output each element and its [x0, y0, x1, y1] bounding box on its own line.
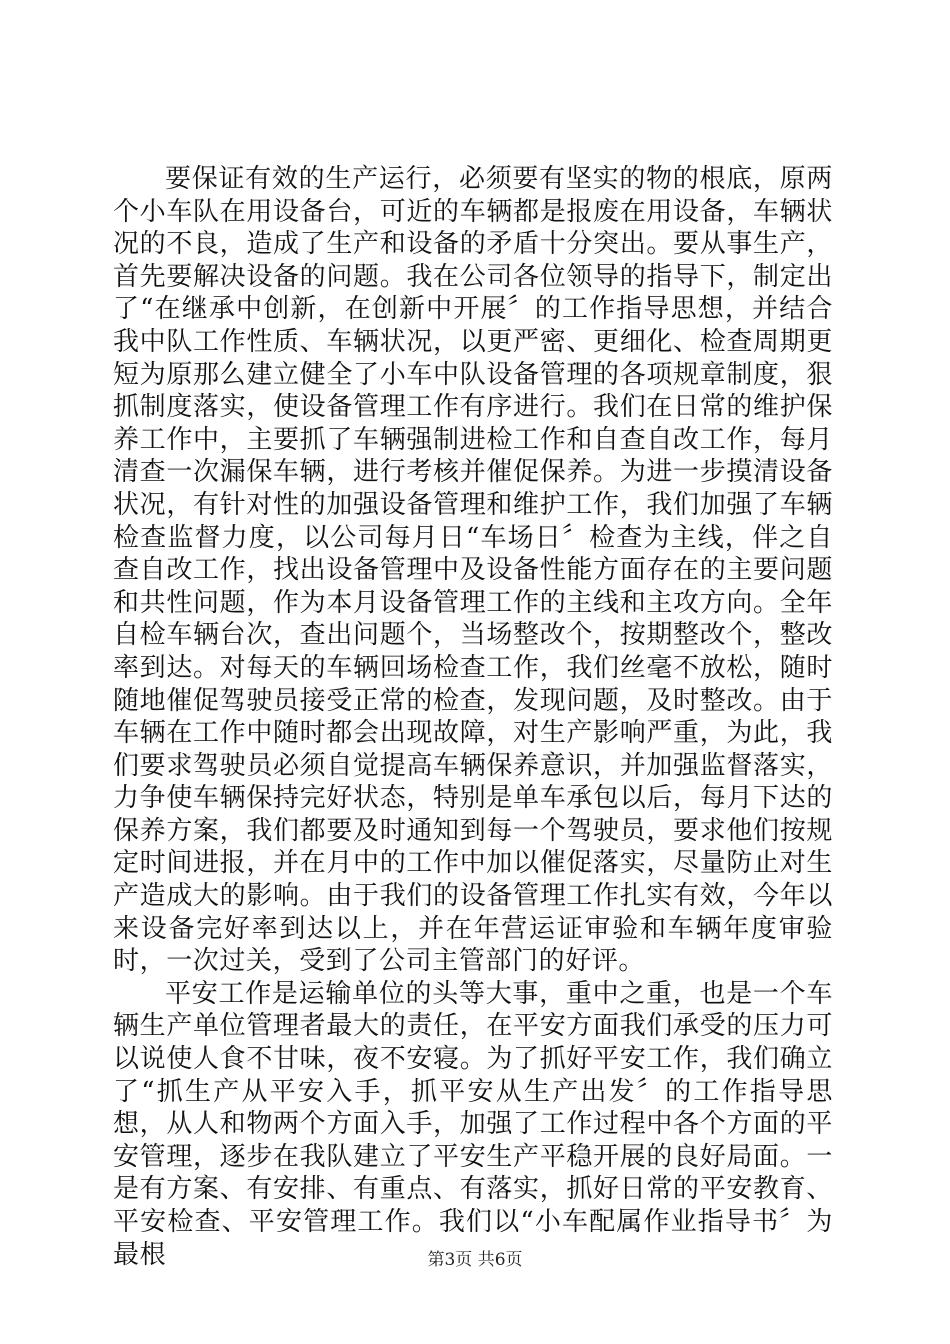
paragraph-equipment-management: 要保证有效的生产运行，必须要有坚实的物的根底，原两个小车队在用设备台，可近的车辆都是报废在用设备，车辆状况的不良，造成了生产和设备的矛盾十分突出。要从事生产，首先要解决设备的问题。我在公司各位领导的指导下，制定出了“在继承中创新，在创新中开展〞的工作指导思想，并结合我中队工作性质、车辆状况，以更严密、更细化、检查周期更短为原那么建立健全了小车中队设备管理的各项规章制度，狠抓制度落实，使设备管理工作有序进行。我们在日常的维护保养工作中，主要抓了车辆强制进检工作和自查自改工作，每月清查一次漏保车辆，进行考核并催促保养。为进一步摸清设备状况，有针对性的加强设备管理和维护工作，我们加强了车辆检查监督力度，以公司每月日“车场日〞检查为主线，伴之自查自改工作，找出设备管理中及设备性能方面存在的主要问题和共性问题，作为本月设备管理工作的主线和主攻方向。全年自检车辆台次，查出问题个，当场整改个，按期整改个，整改率到达。对每天的车辆回场检查工作，我们丝毫不放松，随时随地催促驾驶员接受正常的检查，发现问题，及时整改。由于车辆在工作中随时都会出现故障，对生产影响严重，为此，我们要求驾驶员必须自觉提高车辆保养意识，并加强监督落实，力争使车辆保持完好状态，特别是单车承包以后，每月下达的保养方案，我们都要及时通知到每一个驾驶员，要求他们按规定时间进报，并在月中的工作中加以催促落实，尽量防止对生产造成大的影响。由于我们的设备管理工作扎实有效，今年以来设备完好率到达以上，并在年营运证审验和车辆年度审验时，一次过关，受到了公司主管部门的好评。: [113, 164, 833, 977]
paragraph-safety-work: 平安工作是运输单位的头等大事，重中之重，也是一个车辆生产单位管理者最大的责任，在平安方面我们承受的压力可以说使人食不甘味，夜不安寝。为了抓好平安工作，我们确立了“抓生产从平安入手，抓平安从生产出发〞的工作指导思想，从人和物两个方面入手，加强了工作过程中各个方面的平安管理，逐步在我队建立了平安生产平稳开展的良好局面。一是有方案、有安排、有重点、有落实，抓好日常的平安教育、平安检查、平安管理工作。我们以“小车配属作业指导书〞为最根: [113, 978, 833, 1270]
page-footer: 第3页 共6页: [427, 1250, 523, 1270]
body-text: [113, 163, 833, 1271]
